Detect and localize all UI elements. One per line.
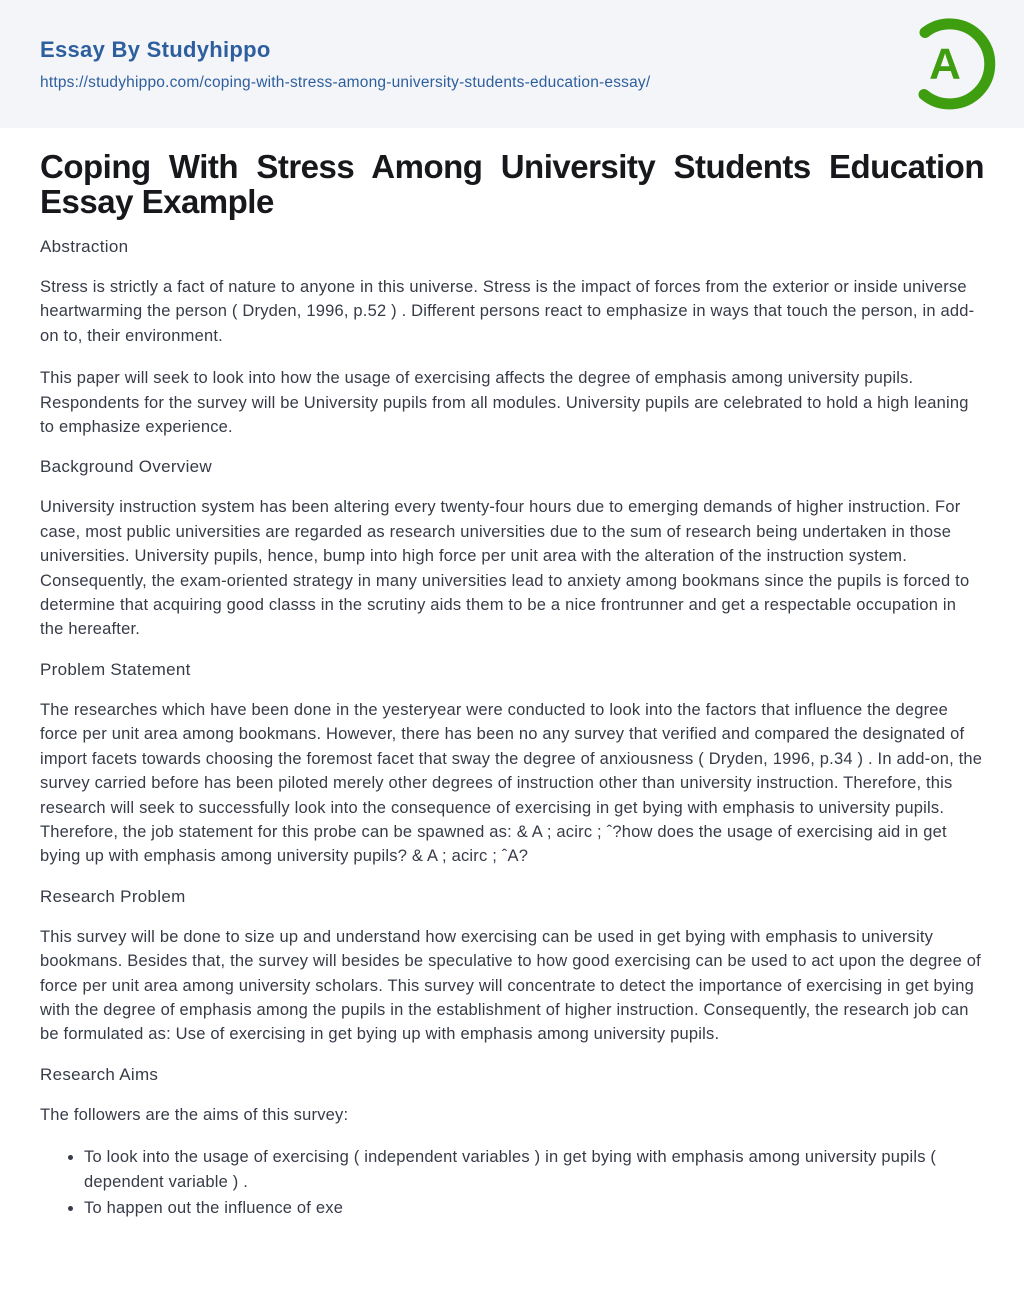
article-title: Coping With Stress Among University Students Education Essay Example bbox=[40, 148, 984, 220]
article bbox=[0, 149, 1024, 1220]
site-header bbox=[0, 0, 1024, 128]
studyhippo-logo-icon bbox=[900, 14, 1000, 114]
paragraph: This survey will be done to size up and understand how exercising can be used in get bying with emphasis to university bookmans. Besides that, the survey will besides be speculative to how good exercising can be used to act upon the degree of force per unit area among university scholars. This survey will concentrate to detect the importance of exercising in get bying with the degree of emphasis among the pupils in the establishment of higher instruction. Consequently, the research job can be formulated as: Use of exercising in get bying up with emphasis among university pupils. bbox=[40, 927, 981, 1044]
site-title: Essay By Studyhippo bbox=[40, 36, 271, 62]
section-heading-background-overview: Background Overview bbox=[40, 457, 212, 477]
paragraph: This paper will seek to look into how the usage of exercising affects the degree of emphasis among university pupils. Respondents for the survey will be University pupils from all modules. University pupils are celebrated to hold a high leaning to emphasize experience. bbox=[40, 369, 969, 437]
bullet-item: • To look into the usage of exercising ( independent variables ) in get bying with emphasis among university pupils ( dependent variable ) . bbox=[84, 1145, 984, 1194]
paragraph: University instruction system has been altering every twenty-four hours due to emerging demands of higher instruction. For case, most public universities are regarded as research universities due to the sum of research being undertaken in those universities. University pupils, hence, bump into high force per unit area with the alteration of the instruction system. Consequently, the exam-oriented strategy in many universities lead to anxiety among bookmans since the pupils is forced to determine that acquiring good classs in the scrutiny aids them to be a nice frontrunner and get a respectable occupation in the hereafter. bbox=[40, 498, 970, 639]
paragraph: Stress is strictly a fact of nature to anyone in this universe. Stress is the impact of forces from the exterior or inside universe heartwarming the person ( Dryden, 1996, p.52 ) . Different persons react to emphasize in ways that touch the person, in add-on to, their environment. bbox=[40, 278, 975, 345]
section-heading-research-aims: Research Aims bbox=[40, 1064, 159, 1084]
research-aims-list bbox=[40, 1145, 984, 1220]
logo-letter: A bbox=[929, 39, 961, 89]
paragraph: The followers are the aims of this survey: bbox=[40, 1105, 349, 1124]
section-heading-abstraction: Abstraction bbox=[40, 237, 129, 256]
bullet-item: • To happen out the influence of exe bbox=[84, 1196, 984, 1220]
header-text bbox=[40, 37, 650, 92]
section-heading-problem-statement: Problem Statement bbox=[40, 659, 191, 679]
paragraph: The researches which have been done in the yesteryear were conducted to look into the factors that influence the degree force per unit area among bookmans. However, there has been no any survey that verified and compared the designated of import facets towards choosing the foremost facet that sway the degree of anxiousness ( Dryden, 1996, p.34 ) . In add-on, the survey carried before has been piloted merely other degrees of instruction other than university instruction. Therefore, this research will seek to successfully look into the consequence of exercising in get bying with emphasis to university pupils. Therefore, the job statement for this probe can be spawned as: & A ; acirc ; ˆ?how does the usage of exercising aid in get bying up with emphasis among university pupils? & A ; acirc ; ˆA? bbox=[40, 700, 983, 866]
page-url-link[interactable]: https://studyhippo.com/coping-with-stress-among-university-students-education-essay/ bbox=[40, 73, 651, 91]
section-heading-research-problem: Research Problem bbox=[40, 886, 186, 906]
